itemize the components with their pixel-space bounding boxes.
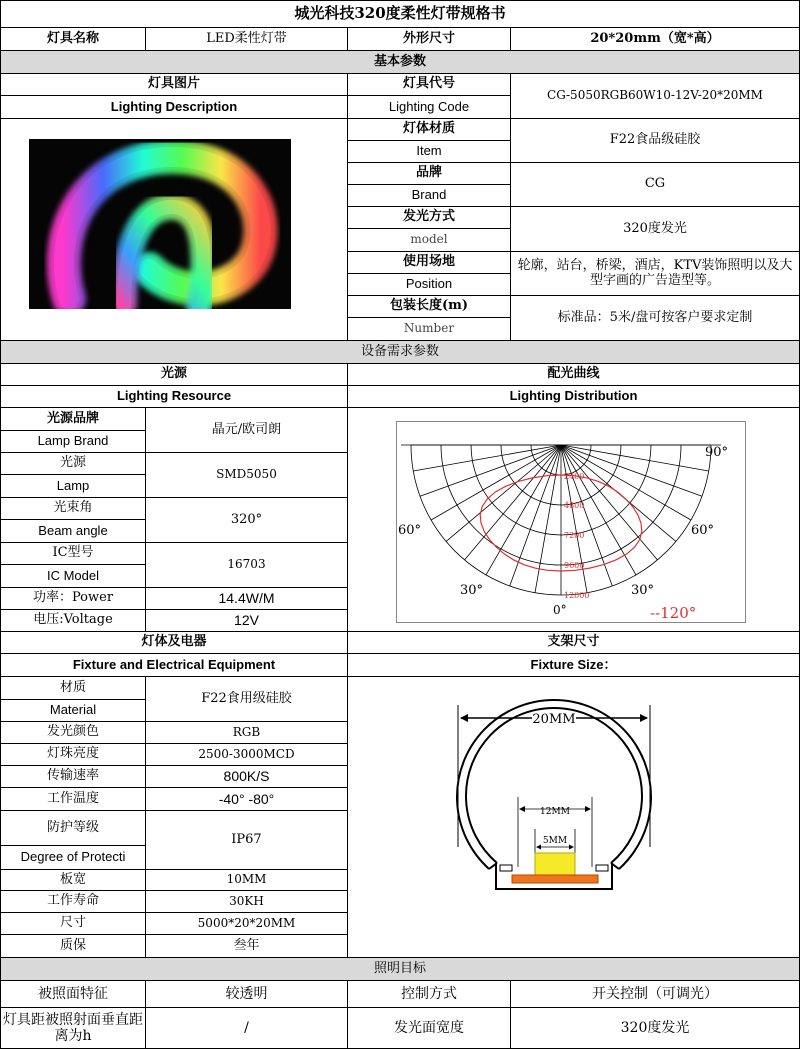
angle-label-60-left: 60° [398,523,422,538]
warranty-label: 质保 [0,934,146,958]
distance-label: 灯具距被照射面垂直距离为h [0,1007,146,1049]
inner-width-label: 12MM [540,807,570,817]
control-mode-label: 控制方式 [347,980,511,1008]
radial-label-12000: 12000 [564,591,590,600]
distance-value: / [145,1007,348,1049]
board-width-value: 10MM [145,869,348,891]
pcb-board [512,875,598,883]
spec-material-value: F22食品级硅胶 [510,118,800,163]
fixture-en: Fixture and Electrical Equipment [0,653,348,677]
chip-width-label: 5MM [542,836,568,846]
power-label: 功率：Power [0,587,146,610]
lifetime-label: 工作寿命 [0,890,146,913]
protection-value: IP67 [145,810,348,870]
bracket-drawing [348,677,800,958]
angle-label-60-right: 60° [691,523,715,538]
voltage-value: 12V [145,609,348,632]
board-width-label: 板宽 [0,869,146,891]
radial-label-9600: 9600 [564,561,585,570]
material-cn: 材质 [0,676,146,700]
brightness-label: 灯珠亮度 [0,743,146,766]
spec-length-cn: 包装长度(m) [347,295,511,318]
dimension-value: 5000*20*20MM [145,912,348,935]
lamp-photo [29,139,291,309]
size-value: 20*20mm（宽*高） [510,27,800,51]
color-label: 发光颜色 [0,721,146,744]
spec-position-cn: 使用场地 [347,251,511,274]
lamp-en: Lamp [0,474,146,498]
color-value: RGB [145,721,348,744]
code-label-en: Lighting Code [347,95,511,119]
polar-chart [348,408,800,632]
angle-label-30-right: 30° [631,583,655,598]
device-params-header: 设备需求参数 [0,340,800,364]
code-label-cn: 灯具代号 [347,73,511,96]
size-label: 外形尺寸 [347,27,511,51]
bracket-en: Fixture Size： [347,653,800,677]
polar-chart-cell [347,407,800,632]
spec-brand-cn: 品牌 [347,162,511,185]
radial-label-4800: 4800 [564,501,585,510]
spec-brand-en: Brand [347,184,511,207]
spec-brand-value: CG [510,162,800,207]
transfer-rate-value: 800K/S [145,765,348,788]
spec-length-value: 标准品：5米/盘可按客户要求定制 [510,295,800,341]
beam-angle-value: 320° [145,497,348,543]
bracket-drawing-cell [347,676,800,958]
transfer-rate-label: 传输速率 [0,765,146,788]
beam-angle-label: --120° [650,604,697,622]
distribution-en: Lighting Distribution [347,385,800,408]
led-chip [535,853,575,875]
power-value: 14.4W/M [145,587,348,610]
material-en: Material [0,699,146,722]
spec-mode-en: model [347,228,511,252]
light-source-cn: 光源 [0,363,348,386]
lamp-brand-value: 晶元/欧司朗 [145,407,348,453]
protection-cn: 防护等级 [0,810,146,846]
code-value: CG-5050RGB60W10-12V-20*20MM [510,73,800,119]
spec-mode-cn: 发光方式 [347,206,511,229]
protection-en: Degree of Protecti [0,845,146,870]
polar-grid [401,445,721,595]
bracket-cn: 支架尺寸 [347,631,800,654]
lifetime-value: 30KH [145,890,348,913]
lamp-image-cell [0,118,348,341]
image-label-cn: 灯具图片 [0,73,348,96]
lamp-cn: 光源 [0,452,146,475]
distribution-cn: 配光曲线 [347,363,800,386]
brightness-value: 2500-3000MCD [145,743,348,766]
spec-position-value: 轮廓，站台，桥梁，酒店，KTV装饰照明以及大型字画的广告造型等。 [510,251,800,296]
ic-model-en: IC Model [0,564,146,588]
emitting-width-label: 发光面宽度 [347,1007,511,1049]
emitting-width-value: 320度发光 [510,1007,800,1049]
temperature-value: -40° -80° [145,787,348,811]
lamp-brand-cn: 光源品牌 [0,407,146,431]
lamp-name-value: LED柔性灯带 [145,27,348,51]
angle-label-30-left: 30° [460,583,484,598]
beam-angle-cn: 光束角 [0,497,146,520]
lighting-target-header: 照明目标 [0,957,800,981]
angle-label-90: 90° [705,445,729,460]
document-title: 城光科技320度柔性灯带规格书 [0,0,800,28]
spec-mode-value: 320度发光 [510,206,800,252]
spec-length-en: Number [347,317,511,341]
surface-feature-value: 较透明 [145,980,348,1008]
lamp-value: SMD5050 [145,452,348,498]
spec-material-cn: 灯体材质 [347,118,511,141]
angle-label-0: 0° [553,603,567,617]
temperature-label: 工作温度 [0,787,146,811]
lamp-brand-en: Lamp Brand [0,430,146,453]
outer-width-label: 20MM [532,712,576,727]
light-source-en: Lighting Resource [0,385,348,408]
control-mode-value: 开关控制（可调光） [510,980,800,1008]
voltage-label: 电压:Voltage [0,609,146,632]
spec-material-en: Item [347,140,511,163]
ic-model-cn: IC型号 [0,542,146,565]
rgb-strip-illustration [29,139,291,309]
surface-feature-label: 被照面特征 [0,980,146,1008]
basic-params-header: 基本参数 [0,50,800,74]
beam-angle-en: Beam angle [0,519,146,543]
image-label-en: Lighting Description [0,95,348,119]
warranty-value: 叁年 [145,934,348,958]
radial-label-7200: 7200 [564,531,585,540]
ic-model-value: 16703 [145,542,348,588]
fixture-cn: 灯体及电器 [0,631,348,654]
dimension-label: 尺寸 [0,912,146,935]
radial-label-2400: 2400 [564,472,585,481]
lamp-name-label: 灯具名称 [0,27,146,51]
spec-position-en: Position [347,273,511,296]
material-value: F22食用级硅胶 [145,676,348,722]
